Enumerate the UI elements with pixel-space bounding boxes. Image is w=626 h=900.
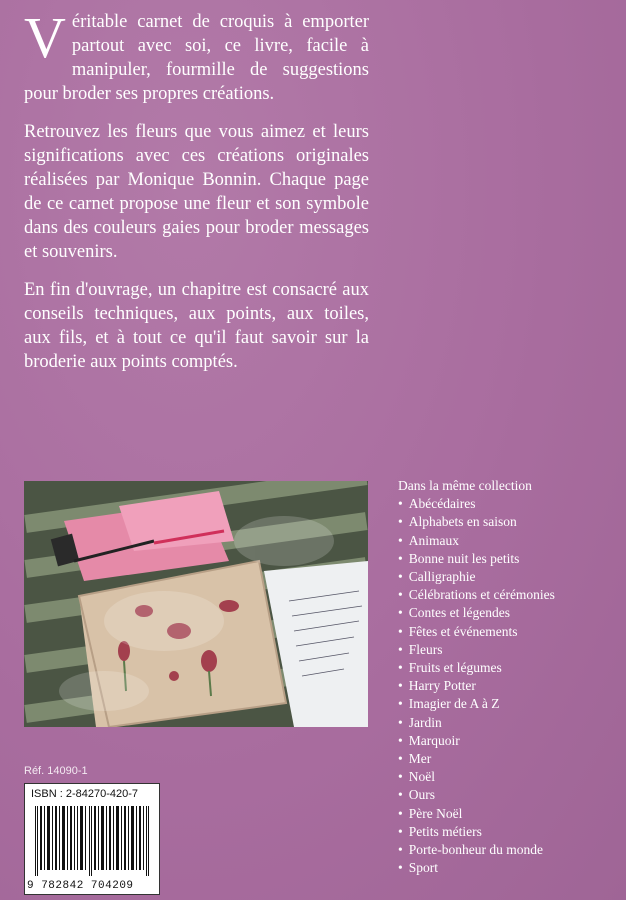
- list-item: • Noël: [398, 768, 555, 786]
- back-cover-blurb: [24, 5, 369, 388]
- reference-number: Réf. 14090-1: [24, 765, 88, 777]
- collection-items: [398, 495, 555, 877]
- list-item: • Fêtes et événements: [398, 623, 555, 641]
- list-item: • Fruits et légumes: [398, 659, 555, 677]
- list-item: • Bonne nuit les petits: [398, 550, 555, 568]
- isbn-text: ISBN : 2-84270-420-7: [31, 788, 139, 800]
- list-item: • Porte-bonheur du monde: [398, 841, 555, 859]
- list-item: • Harry Potter: [398, 677, 555, 695]
- blurb-paragraph-2: Retrouvez les fleurs que vous aimez et leurs significations avec ces créations originales réalisées par Monique Bonnin. Chaque page de ce carnet propose une fleur et son symbole dans des couleurs gaies pour broder messages et souvenirs.: [24, 122, 369, 262]
- blurb-paragraph-1: [24, 5, 369, 106]
- drop-cap: V: [24, 5, 66, 70]
- list-item: • Marquoir: [398, 732, 555, 750]
- collection-list: [398, 477, 555, 877]
- list-item: • Mer: [398, 750, 555, 768]
- list-item: • Sport: [398, 859, 555, 877]
- list-item: • Calligraphie: [398, 568, 555, 586]
- barcode-label: [24, 783, 160, 895]
- list-item: • Alphabets en saison: [398, 513, 555, 531]
- blurb-paragraph-3: En fin d'ouvrage, un chapitre est consacré aux conseils techniques, aux points, aux toiles, aux fils, et à tout ce qu'il faut savoir sur la broderie aux points comptés.: [24, 280, 369, 372]
- list-item: • Fleurs: [398, 641, 555, 659]
- list-item: • Jardin: [398, 714, 555, 732]
- barcode-icon: [33, 806, 153, 876]
- list-item: • Contes et légendes: [398, 604, 555, 622]
- list-item: • Célébrations et cérémonies: [398, 586, 555, 604]
- list-item: • Abécédaires: [398, 495, 555, 513]
- cover-photo: [24, 481, 368, 727]
- embroidery-photo-illustration: [24, 481, 368, 727]
- blurb-text-1: éritable carnet de croquis à emporter partout avec soi, ce livre, facile à manipuler, fourmille de suggestions pour broder ses propres créations.: [24, 12, 369, 104]
- list-item: • Petits métiers: [398, 823, 555, 841]
- ean-number: 9 782842 704209: [27, 880, 134, 892]
- list-item: • Imagier de A à Z: [398, 695, 555, 713]
- collection-heading: Dans la même collection: [398, 478, 532, 493]
- list-item: • Père Noël: [398, 805, 555, 823]
- list-item: • Animaux: [398, 532, 555, 550]
- list-item: • Ours: [398, 786, 555, 804]
